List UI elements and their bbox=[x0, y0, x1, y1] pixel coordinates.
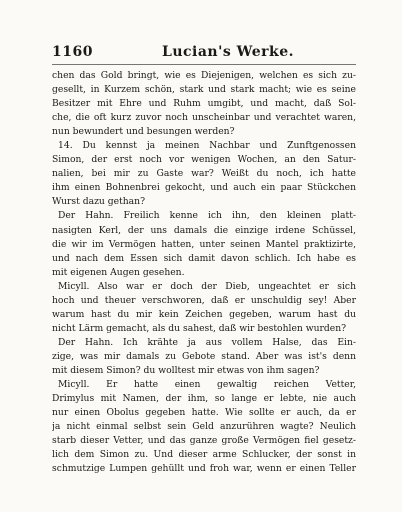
text-line: che, die oft kurz zuvor noch unscheinbar und verachtet waren, bbox=[52, 112, 356, 124]
text-line: ja nicht einmal selbst sein Geld anzurühren wagte? Neulich bbox=[52, 421, 356, 433]
text-line: Besitzer mit Ehre und Ruhm umgibt, und macht, daß Sol- bbox=[52, 98, 356, 110]
text-line: 14. Du kennst ja meinen Nachbar und Zunftgenossen bbox=[58, 140, 356, 152]
text-line: nun bewundert und besungen werden? bbox=[52, 126, 235, 138]
header-rule bbox=[52, 64, 356, 65]
text-line: die wir im Vermögen hatten, unter seinen Mantel praktizirte, bbox=[52, 238, 356, 250]
text-line: lich dem Simon zu. Und dieser arme Schlucker, der sonst in bbox=[52, 449, 356, 461]
text-line: zige, was mir damals zu Gebote stand. Aber was ist's denn bbox=[52, 350, 356, 362]
text-line: ihm einen Bohnenbrei gekocht, und auch ein paar Stückchen bbox=[52, 182, 356, 194]
body-text bbox=[52, 69, 356, 476]
text-line: nasigten Kerl, der uns damals die einzige irdene Schüssel, bbox=[52, 224, 356, 236]
text-line: Der Hahn. Freilich kenne ich ihn, den kleinen platt- bbox=[58, 210, 356, 222]
text-line: Der Hahn. Ich krähte ja aus vollem Halse, das Ein- bbox=[58, 336, 356, 348]
text-line: Micyll. Also war er doch der Dieb, ungeachtet er sich bbox=[58, 280, 356, 292]
text-line: chen das Gold bringt, wie es Diejenigen, welchen es sich zu- bbox=[52, 70, 356, 81]
text-line: und nach dem Essen sich damit davon schlich. Ich habe es bbox=[52, 252, 356, 264]
page-header bbox=[52, 44, 356, 62]
text-line: Drimylus mit Namen, der ihm, so lange er lebte, nie auch bbox=[52, 393, 356, 405]
text-line: mit diesem Simon? du wolltest mir etwas von ihm sagen? bbox=[52, 364, 320, 376]
text-line: nalien, bei mir zu Gaste war? Weißt du noch, ich hatte bbox=[52, 168, 356, 180]
text-line: gesellt, in Kurzem schön, stark und stark macht; wie es seine bbox=[52, 84, 356, 96]
text-line: nur einen Obolus gegeben hatte. Wie sollte er auch, da er bbox=[52, 407, 356, 419]
text-line: Simon, der erst noch vor wenigen Wochen, an den Satur- bbox=[52, 154, 356, 166]
text-line: schmutzige Lumpen gehüllt und froh war, wenn er einen Teller bbox=[52, 463, 356, 475]
text-line: Wurst dazu gethan? bbox=[52, 196, 145, 208]
text-line: hoch und theuer verschworen, daß er unschuldig sey! Aber bbox=[52, 294, 356, 306]
text-line: mit eigenen Augen gesehen. bbox=[52, 266, 185, 278]
page-number: 1160 bbox=[52, 44, 93, 60]
running-title: Lucian's Werke. bbox=[162, 44, 295, 60]
text-line: starb dieser Vetter, und das ganze große Vermögen fiel gesetz- bbox=[52, 435, 356, 447]
text-line: nicht Lärm gemacht, als du sahest, daß wir bestohlen wurden? bbox=[52, 322, 347, 334]
text-line: Micyll. Er hatte einen gewaltig reichen Vetter, bbox=[58, 379, 356, 391]
text-line: warum hast du mir kein Zeichen gegeben, warum hast du bbox=[52, 308, 356, 320]
